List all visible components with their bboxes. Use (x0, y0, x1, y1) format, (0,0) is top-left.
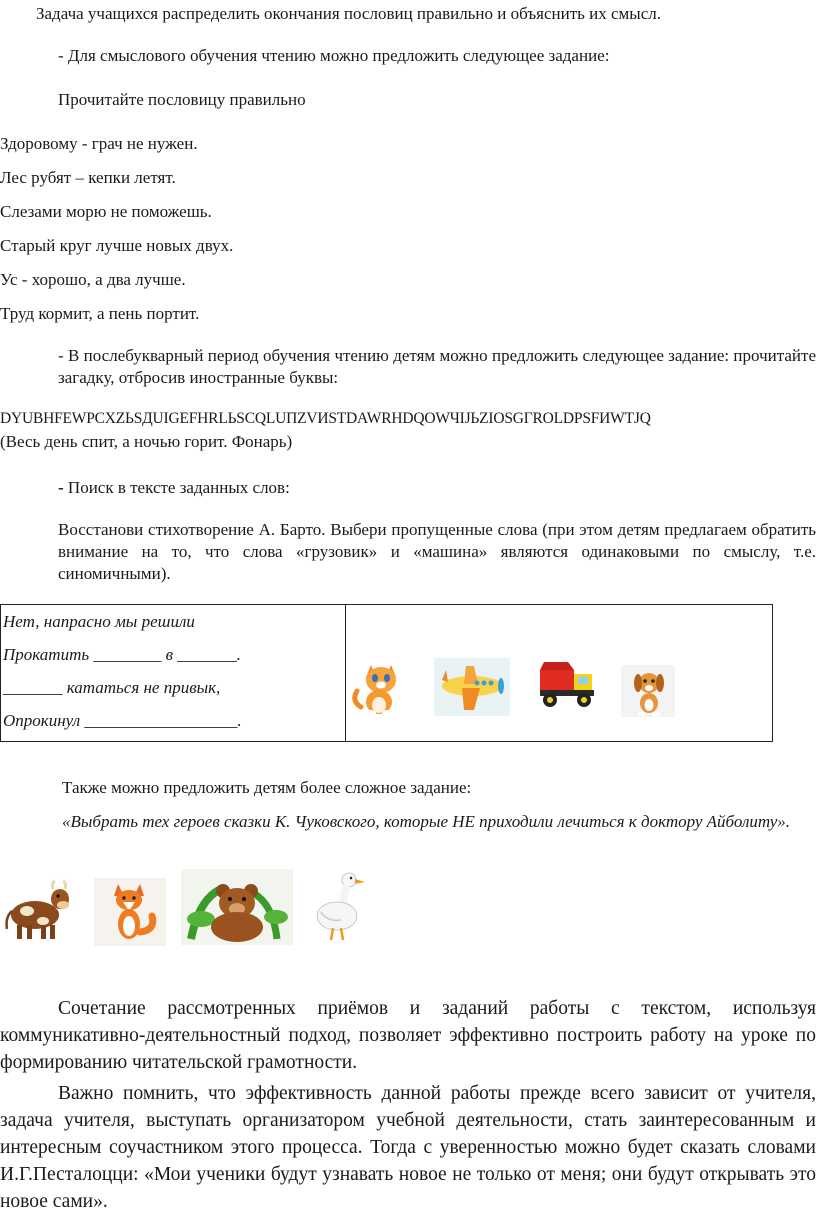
task2-heading: - В послебукварный период обучения чтению детям можно предложить следующее задание: прочитайте загадку, отбросив иностранные буквы: (58, 346, 816, 387)
kitten-picture (349, 655, 411, 717)
poem-line: Прокатить ________ в _______. (3, 645, 241, 664)
conclusion-paragraph-2: Важно помнить, что эффективность данной работы прежде всего зависит от учителя, задача учителя, выступать организатором учебной деятельности, стать заинтересованным и интересным соучастником этого процесса. Тогда с уверенностью можно будет сказать словами И.Г.Песталоцци: «Мои ученики будут узнавать новое не только от меня; они будут открывать это новое сами». (0, 1083, 816, 1212)
task1-heading: - Для смыслового обучения чтению можно предложить следующее задание: (58, 46, 610, 65)
goose-picture (311, 870, 367, 946)
intro-text: Задача учащихся распределить окончания пословиц правильно и объяснить их смысл. (36, 4, 661, 23)
toy-truck-picture (538, 660, 598, 714)
proverb-line: Труд кормит, а пень портит. (0, 304, 200, 323)
proverb-line: Здоровому - грач не нужен. (0, 134, 198, 153)
poem-line: Нет, напрасно мы решили (3, 612, 195, 631)
proverb-line: Слезами морю не поможешь. (0, 202, 212, 221)
fox-picture (94, 878, 166, 946)
puppy-picture (621, 665, 675, 717)
poem-line: Опрокинул __________________. (3, 711, 242, 730)
proverb-line: Ус - хорошо, а два лучше. (0, 270, 186, 289)
task4-heading: Также можно предложить детям более сложное задание: (62, 778, 472, 797)
task3-text: Восстанови стихотворение А. Барто. Выбери пропущенные слова (при этом детям предлагаем обратить внимание на то, что слова «грузовик» и «машина» являются одинаковыми по смыслу, т.е. синомичными). (58, 520, 816, 583)
task3-heading-text: Поиск в тексте заданных слов: (63, 478, 290, 497)
task1-instruction: Прочитайте пословицу правильно (58, 90, 306, 109)
conclusion-paragraph-1: Сочетание рассмотренных приёмов и заданий работы с текстом, используя коммуникативно-деятельностный подход, позволяет эффективно построить работу на уроке по формированию читательской грамотности. (0, 998, 816, 1073)
task4-text: «Выбрать тех героев сказки К. Чуковского, которые НЕ приходили лечиться к доктору Айболиту». (62, 812, 791, 831)
riddle-letters: DYUBHFEWPCXZЬSДUIGEFHRLЬSCQLUПZVИSTDAWRHDQOWЧIJЬZIOSGГROLDPSFИWTJQ (0, 410, 651, 427)
bear-picture (181, 869, 293, 945)
proverb-line: Старый круг лучше новых двух. (0, 236, 234, 255)
poem-line: _______ кататься не привык, (3, 678, 221, 697)
proverb-line: Лес рубят – кепки летят. (0, 168, 176, 187)
poem-cell (1, 605, 346, 742)
task3-heading (58, 478, 290, 498)
airplane-picture (434, 658, 510, 716)
cow-picture (3, 875, 73, 945)
riddle-answer: (Весь день спит, а ночью горит. Фонарь) (0, 432, 293, 451)
task3-dash: - (58, 478, 64, 497)
